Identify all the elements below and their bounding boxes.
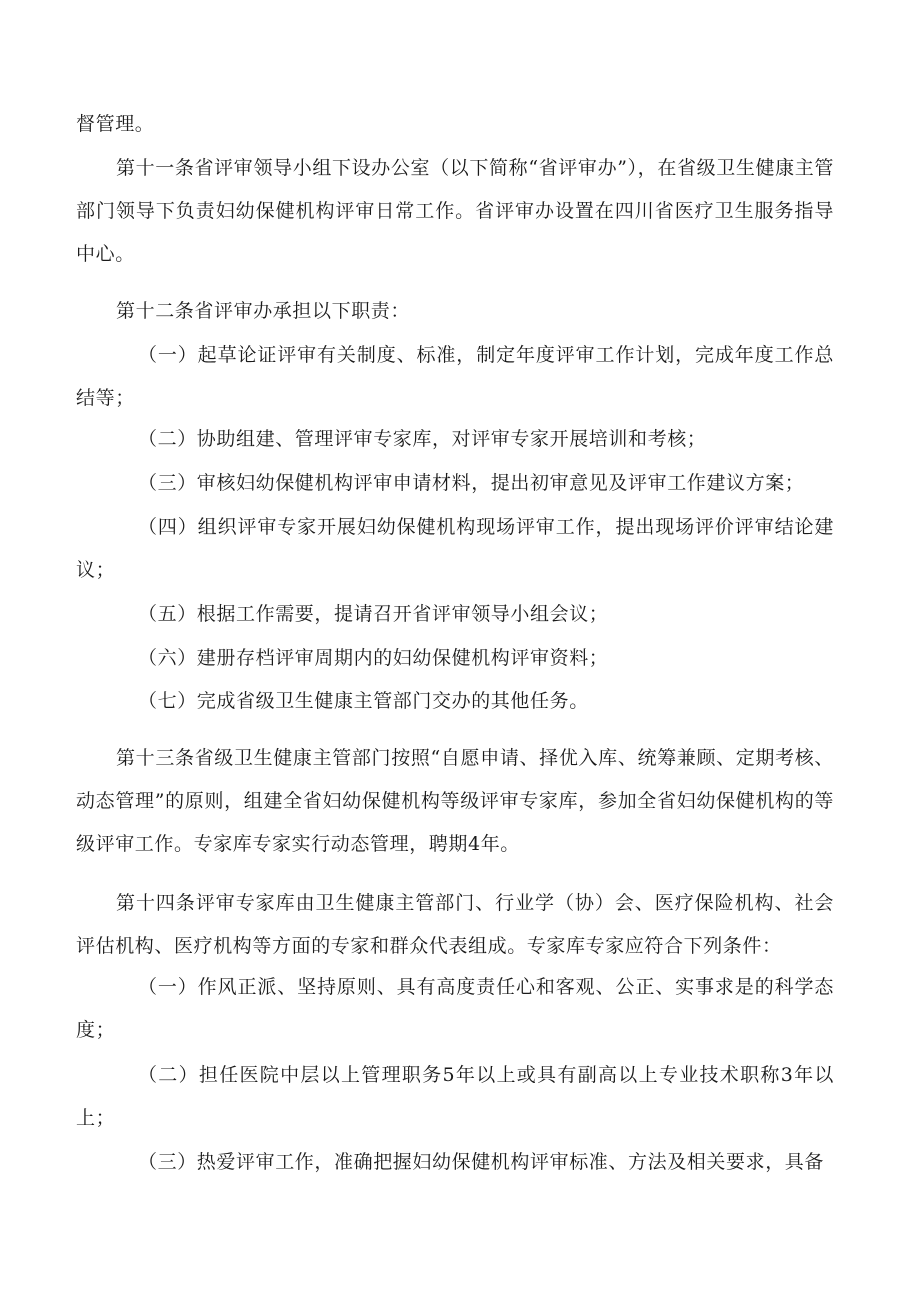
article-12-item-1: （一）起草论证评审有关制度、标准，制定年度评审工作计划，完成年度工作总结等； xyxy=(76,344,834,409)
article-14: 第十四条评审专家库由卫生健康主管部门、行业学（协）会、医疗保险机构、社会评估机构、医疗机构等方面的专家和群众代表组成。专家库专家应符合下列条件： xyxy=(76,892,834,957)
article-14-item-1: （一）作风正派、坚持原则、具有高度责任心和客观、公正、实事求是的科学态度； xyxy=(76,976,834,1041)
paragraph-continuation: 督管理。 xyxy=(76,113,155,135)
article-12-item-6: （六）建册存档评审周期内的妇幼保健机构评审资料； xyxy=(138,647,609,669)
article-12-item-5: （五）根据工作需要，提请召开省评审领导小组会议； xyxy=(138,603,609,625)
article-12-item-4: （四）组织评审专家开展妇幼保健机构现场评审工作，提出现场评价评审结论建议； xyxy=(76,516,834,581)
article-12: 第十二条省评审办承担以下职责： xyxy=(116,300,411,322)
article-14-item-3: （三）热爱评审工作，准确把握妇幼保健机构评审标准、方法及相关要求，具备 xyxy=(138,1151,825,1173)
article-13: 第十三条省级卫生健康主管部门按照“自愿申请、择优入库、统筹兼顾、定期考核、动态管理”的原则，组建全省妇幼保健机构等级评审专家库，参加全省妇幼保健机构的等级评审工作。专家库专家实行动态管理，聘期4年。 xyxy=(76,747,834,855)
article-12-item-7: （七）完成省级卫生健康主管部门交办的其他任务。 xyxy=(138,690,589,712)
article-14-item-2: （二）担任医院中层以上管理职务5年以上或具有副高以上专业技术职称3年以上； xyxy=(76,1064,834,1129)
article-12-item-2: （二）协助组建、管理评审专家库，对评审专家开展培训和考核； xyxy=(138,428,707,450)
article-11: 第十一条省评审领导小组下设办公室（以下简称“省评审办”），在省级卫生健康主管部门领导下负责妇幼保健机构评审日常工作。省评审办设置在四川省医疗卫生服务指导中心。 xyxy=(76,157,834,265)
article-12-item-3: （三）审核妇幼保健机构评审申请材料，提出初审意见及评审工作建议方案； xyxy=(138,472,805,494)
